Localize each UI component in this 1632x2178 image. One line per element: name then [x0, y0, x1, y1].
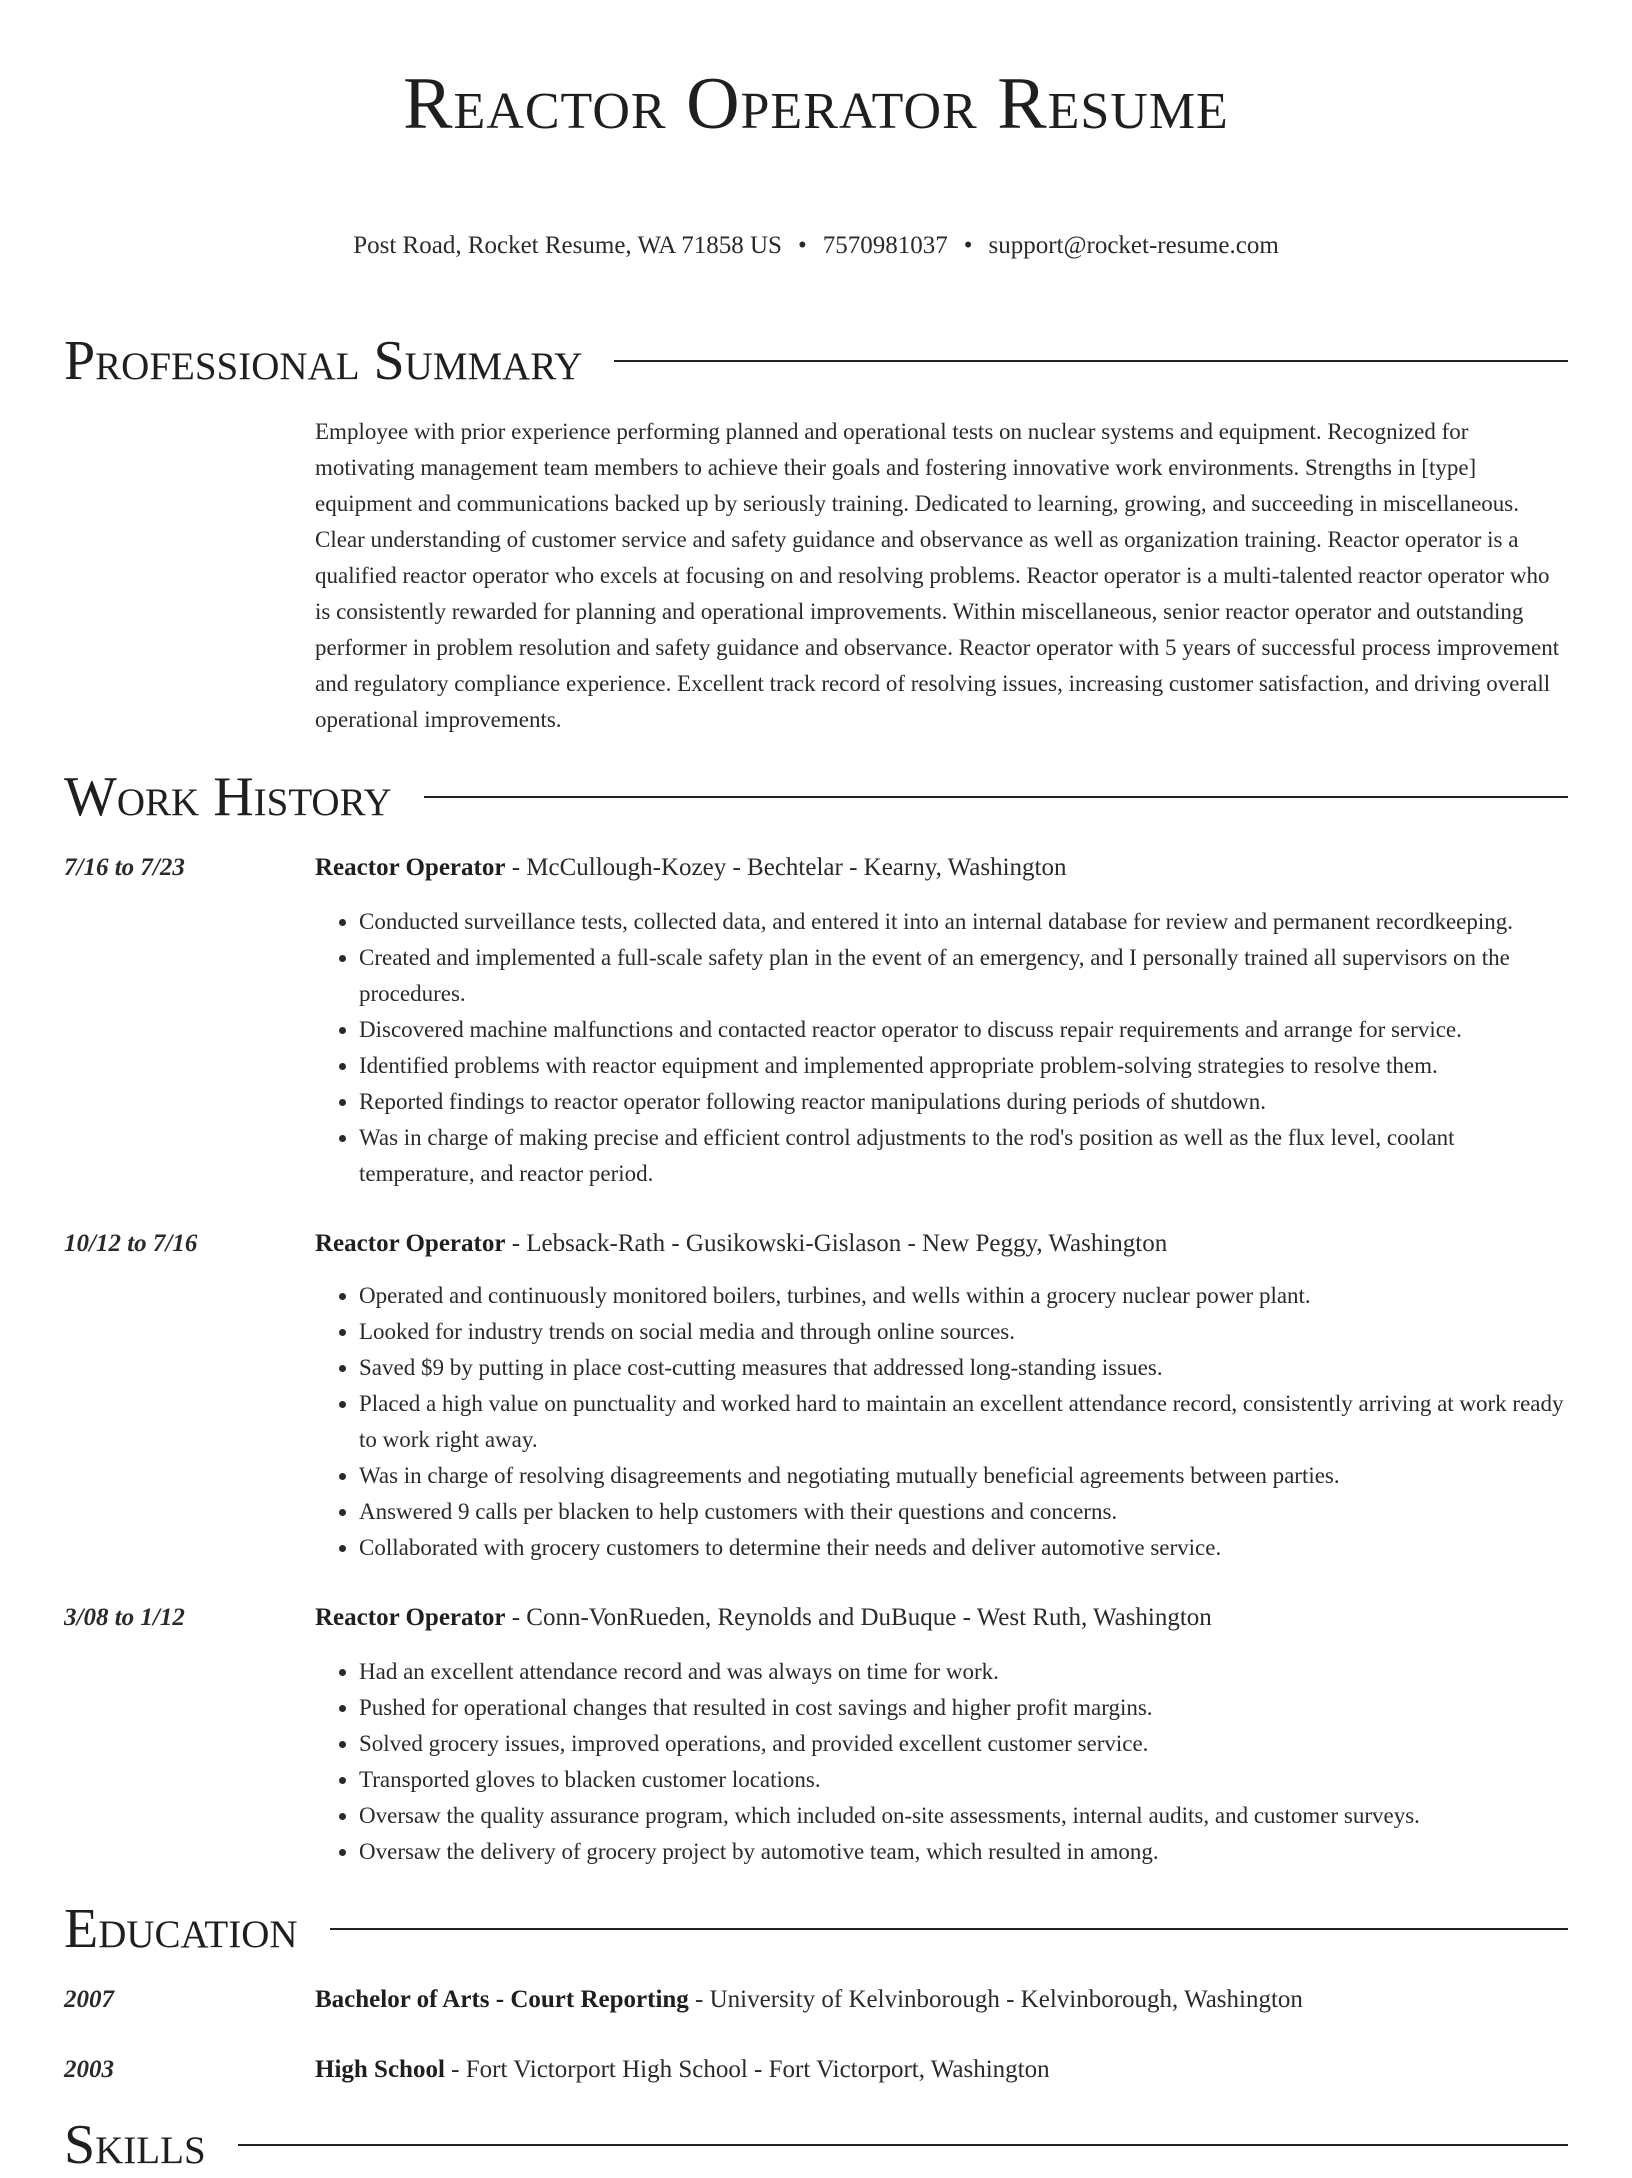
- job-bullet: • Operated and continuously monitored boilers, turbines, and wells within a grocery nuclear power plant.: [359, 1278, 1568, 1314]
- education-degree: Bachelor of Arts - Court Reporting: [315, 1986, 689, 2013]
- contact-separator: •: [963, 232, 973, 259]
- job-title: Reactor Operator: [315, 854, 506, 881]
- job-bullet: • Looked for industry trends on social media and through online sources.: [359, 1314, 1568, 1350]
- job-bullet: • Collaborated with grocery customers to determine their needs and deliver automotive service.: [359, 1530, 1568, 1566]
- education-entry: [64, 1982, 1568, 2018]
- section-divider: [330, 1928, 1568, 1930]
- job-bullet: • Discovered machine malfunctions and contacted reactor operator to discuss repair requirements and arrange for service.: [359, 1012, 1568, 1048]
- contact-email[interactable]: support@rocket-resume.com: [988, 232, 1279, 259]
- job-bullet: • Had an excellent attendance record and was always on time for work.: [359, 1654, 1568, 1690]
- job-bullet: • Transported gloves to blacken customer locations.: [359, 1762, 1568, 1798]
- job-bullets: [315, 1278, 1568, 1566]
- section-divider: [424, 796, 1568, 798]
- education-details: - University of Kelvinborough - Kelvinborough, Washington: [688, 1986, 1303, 2013]
- contact-separator: •: [797, 232, 807, 259]
- job-bullet: • Saved $9 by putting in place cost-cutting measures that addressed long-standing issues.: [359, 1350, 1568, 1386]
- job-title: Reactor Operator: [315, 1604, 506, 1631]
- job-body: [315, 1600, 1568, 1870]
- education-year: 2007: [64, 1986, 114, 2013]
- job-bullet: • Reported findings to reactor operator following reactor manipulations during periods of shutdown.: [359, 1084, 1568, 1120]
- job-bullet: • Was in charge of resolving disagreements and negotiating mutually beneficial agreements between parties.: [359, 1458, 1568, 1494]
- job-heading: [315, 1600, 1568, 1636]
- job-dates: 7/16 to 7/23: [64, 854, 185, 881]
- education-body: [315, 1982, 1568, 2018]
- job-bullet: • Placed a high value on punctuality and worked hard to maintain an excellent attendance record, consistently arriving at work ready to work right away.: [359, 1386, 1568, 1458]
- job-bullet: • Identified problems with reactor equipment and implemented appropriate problem-solving strategies to resolve them.: [359, 1048, 1568, 1084]
- job-bullet: • Was in charge of making precise and efficient control adjustments to the rod's position as well as the flux level, coolant temperature, and reactor period.: [359, 1120, 1568, 1192]
- job-title: Reactor Operator: [315, 1230, 506, 1257]
- section-title-summary: Professional Summary: [64, 330, 583, 392]
- resume-title: Reactor Operator Resume: [403, 63, 1229, 145]
- job-bullets: [315, 1654, 1568, 1870]
- section-title-skills: Skills: [64, 2114, 206, 2176]
- job-body: [315, 850, 1568, 1192]
- job-dates: 10/12 to 7/16: [64, 1230, 198, 1257]
- job-entry: [64, 1226, 1568, 1566]
- section-title-work-history: Work History: [64, 766, 392, 828]
- job-bullet: • Answered 9 calls per blacken to help customers with their questions and concerns.: [359, 1494, 1568, 1530]
- job-entry: [64, 1600, 1568, 1870]
- education-details: - Fort Victorport High School - Fort Victorport, Washington: [444, 2056, 1050, 2083]
- job-entry: [64, 850, 1568, 1192]
- work-history-section: [64, 764, 1568, 1870]
- education-degree: High School: [315, 2056, 445, 2083]
- skills-header: [64, 2112, 1568, 2178]
- education-body: [315, 2052, 1568, 2088]
- job-body: [315, 1226, 1568, 1566]
- job-bullet: • Oversaw the quality assurance program, which included on-site assessments, internal audits, and customer surveys.: [359, 1798, 1568, 1834]
- summary-section: [64, 328, 1568, 738]
- job-bullet: • Solved grocery issues, improved operations, and provided excellent customer service.: [359, 1726, 1568, 1762]
- education-heading: [315, 2052, 1568, 2088]
- contact-address: Post Road, Rocket Resume, WA 71858 US: [353, 232, 782, 259]
- job-bullet: • Created and implemented a full-scale safety plan in the event of an emergency, and I personally trained all supervisors on the procedures.: [359, 940, 1568, 1012]
- job-bullet: • Conducted surveillance tests, collected data, and entered it into an internal database for review and permanent recordkeeping.: [359, 904, 1568, 940]
- job-bullet: • Oversaw the delivery of grocery project by automotive team, which resulted in among.: [359, 1834, 1568, 1870]
- section-divider: [614, 360, 1568, 362]
- education-section: [64, 1896, 1568, 2088]
- job-bullet: • Pushed for operational changes that resulted in cost savings and higher profit margins.: [359, 1690, 1568, 1726]
- resume-page: [64, 0, 1568, 2178]
- contact-line: [64, 230, 1568, 262]
- job-dates: 3/08 to 1/12: [64, 1604, 185, 1631]
- summary-header: [64, 328, 1568, 394]
- education-entry: [64, 2052, 1568, 2088]
- education-year: 2003: [64, 2056, 114, 2083]
- job-bullets: [315, 904, 1568, 1192]
- summary-text: Employee with prior experience performing planned and operational tests on nuclear systems and equipment. Recognized for motivating management team members to achieve their goals and fostering innovative work environments. Strengths in [type] equipment and communications backed up by seriously training. Dedicated to learning, growing, and succeeding in miscellaneous. Clear understanding of customer service and safety guidance and observance as well as organization training. Reactor operator is a qualified reactor operator who excels at focusing on and resolving problems. Reactor operator is a multi-talented reactor operator who is consistently rewarded for planning and operational improvements. Within miscellaneous, senior reactor operator and outstanding performer in problem resolution and safety guidance and observance. Reactor operator with 5 years of successful process improvement and regulatory compliance experience. Excellent track record of resolving issues, increasing customer satisfaction, and driving overall operational improvements.: [315, 419, 1560, 732]
- education-header: [64, 1896, 1568, 1962]
- skills-section: [64, 2112, 1568, 2178]
- job-heading: [315, 1226, 1568, 1262]
- contact-phone: 7570981037: [822, 232, 948, 259]
- work-history-header: [64, 764, 1568, 830]
- job-details: - Conn-VonRueden, Reynolds and DuBuque - West Ruth, Washington: [505, 1604, 1212, 1631]
- education-heading: [315, 1982, 1568, 2018]
- job-details: - McCullough-Kozey - Bechtelar - Kearny, Washington: [505, 854, 1067, 881]
- section-title-education: Education: [64, 1898, 298, 1960]
- job-heading: [315, 850, 1568, 886]
- job-details: - Lebsack-Rath - Gusikowski-Gislason - New Peggy, Washington: [505, 1230, 1168, 1257]
- section-divider: [238, 2144, 1568, 2146]
